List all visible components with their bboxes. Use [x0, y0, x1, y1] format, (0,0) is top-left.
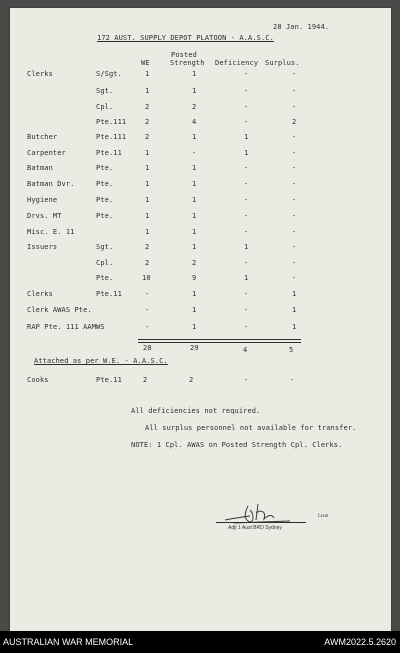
cell-rank: Pte. — [96, 180, 114, 188]
total-deficiency: 4 — [243, 346, 248, 354]
cell-surplus: - — [292, 180, 297, 188]
cell-surplus: - — [292, 164, 297, 172]
attached-rank: Pte.11 — [96, 376, 122, 384]
cell-posted: 1 — [192, 290, 197, 298]
cell-posted: 1 — [192, 164, 197, 172]
col-header-strength: Strength — [170, 59, 205, 67]
cell-trade: Butcher — [27, 133, 58, 141]
note-1: All deficiencies not required. — [131, 407, 261, 415]
footer-bar — [0, 631, 400, 653]
cell-trade: Clerk AWAS Pte. — [27, 306, 92, 314]
cell-rank: Pte.111 — [96, 133, 127, 141]
cell-deficiency: 1 — [244, 243, 249, 251]
cell-we: 1 — [145, 164, 150, 172]
cell-we: - — [145, 306, 150, 314]
cell-posted: 1 — [192, 180, 197, 188]
document-date: 28 Jan. 1944. — [273, 23, 330, 31]
col-header-deficiency: Deficiency — [215, 59, 259, 67]
cell-posted: 1 — [192, 243, 197, 251]
cell-posted: 9 — [192, 274, 197, 282]
cell-deficiency: - — [244, 164, 249, 172]
cell-surplus: 1 — [292, 306, 297, 314]
cell-we: 2 — [145, 103, 150, 111]
cell-rank: Cpl. — [96, 103, 114, 111]
attached-trade: Cooks — [27, 376, 49, 384]
cell-trade: RAP Pte. 111 AAMWS — [27, 323, 105, 331]
cell-we: 1 — [145, 87, 150, 95]
cell-deficiency: - — [244, 259, 249, 267]
cell-posted: 1 — [192, 212, 197, 220]
cell-deficiency: - — [244, 196, 249, 204]
cell-posted: 2 — [192, 259, 197, 267]
cell-surplus: - — [292, 243, 297, 251]
cell-we: - — [145, 290, 150, 298]
totals-rule-double — [138, 342, 301, 343]
cell-surplus: 1 — [292, 290, 297, 298]
cell-rank: S/Sgt. — [96, 70, 122, 78]
cell-posted: 1 — [192, 196, 197, 204]
attached-heading: Attached as per W.E. - A.A.S.C. — [34, 357, 168, 365]
cell-surplus: - — [292, 70, 297, 78]
cell-rank: Cpl. — [96, 259, 114, 267]
cell-trade: Issuers — [27, 243, 58, 251]
cell-we: 1 — [145, 212, 150, 220]
cell-deficiency: 1 — [244, 274, 249, 282]
document-title: 172 AUST. SUPPLY DEPOT PLATOON - A.A.S.C. — [97, 34, 274, 42]
total-surplus: 5 — [289, 346, 294, 354]
cell-posted: 1 — [192, 70, 197, 78]
cell-rank: Pte. — [96, 212, 114, 220]
cell-rank: Pte.111 — [96, 118, 127, 126]
attached-deficiency: - — [244, 376, 249, 384]
cell-rank: Sgt. — [96, 87, 114, 95]
cell-surplus: - — [292, 228, 297, 236]
cell-rank: Sgt. — [96, 243, 114, 251]
cell-deficiency: 1 — [244, 149, 249, 157]
cell-posted: 2 — [192, 103, 197, 111]
cell-posted: - — [192, 149, 197, 157]
cell-rank: Pte. — [96, 274, 114, 282]
signature-line — [216, 522, 306, 523]
cell-surplus: - — [292, 196, 297, 204]
note-3: NOTE: 1 Cpl. AWAS on Posted Strength Cpl. Clerks. — [131, 441, 343, 449]
col-header-posted: Posted — [171, 51, 197, 59]
cell-deficiency: - — [244, 323, 249, 331]
cell-surplus: 1 — [292, 323, 297, 331]
total-we: 28 — [143, 344, 152, 352]
cell-surplus: - — [292, 133, 297, 141]
cell-rank: Pte.11 — [96, 290, 122, 298]
cell-surplus: - — [292, 259, 297, 267]
cell-surplus: - — [292, 212, 297, 220]
cell-we: 2 — [145, 118, 150, 126]
note-2: All surplus personnel not available for transfer. — [145, 424, 357, 432]
cell-surplus: - — [292, 103, 297, 111]
cell-surplus: 2 — [292, 118, 297, 126]
cell-surplus: - — [292, 149, 297, 157]
cell-trade: Drvs. MT — [27, 212, 62, 220]
cell-posted: 1 — [192, 228, 197, 236]
signature-stamp: Adjt 1 Aust BRD Sydney — [228, 525, 282, 531]
cell-trade: Clerks — [27, 70, 53, 78]
col-header-surplus: Surplus. — [265, 59, 300, 67]
footer-accession-number: AWM2022.5.2620 — [324, 637, 396, 647]
cell-deficiency: - — [244, 290, 249, 298]
cell-deficiency: - — [244, 212, 249, 220]
cell-posted: 1 — [192, 87, 197, 95]
totals-rule — [138, 339, 301, 340]
cell-deficiency: - — [244, 118, 249, 126]
cell-rank: Pte. — [96, 196, 114, 204]
cell-trade: Carpenter — [27, 149, 66, 157]
cell-surplus: - — [292, 274, 297, 282]
cell-posted: 1 — [192, 306, 197, 314]
cell-rank: Pte. — [96, 164, 114, 172]
cell-we: 2 — [145, 259, 150, 267]
attached-we: 2 — [143, 376, 148, 384]
cell-rank: Pte.11 — [96, 149, 122, 157]
cell-we: 1 — [145, 196, 150, 204]
cell-deficiency: 1 — [244, 133, 249, 141]
cell-we: 2 — [145, 133, 150, 141]
cell-surplus: - — [292, 87, 297, 95]
cell-posted: 4 — [192, 118, 197, 126]
cell-trade: Misc. E. 11 — [27, 228, 75, 236]
cell-we: 1 — [145, 149, 150, 157]
cell-deficiency: - — [244, 70, 249, 78]
total-posted: 29 — [190, 344, 199, 352]
cell-trade: Hygiene — [27, 196, 58, 204]
document-page — [10, 8, 391, 631]
cell-we: 1 — [145, 180, 150, 188]
cell-we: 10 — [142, 274, 151, 282]
cell-we: 1 — [145, 228, 150, 236]
cell-deficiency: - — [244, 180, 249, 188]
cell-posted: 1 — [192, 133, 197, 141]
cell-deficiency: - — [244, 228, 249, 236]
cell-deficiency: - — [244, 306, 249, 314]
signature-rank: Lieut — [318, 514, 329, 519]
attached-posted: 2 — [189, 376, 194, 384]
footer-institution: AUSTRALIAN WAR MEMORIAL — [3, 637, 134, 647]
cell-we: 2 — [145, 243, 150, 251]
cell-trade: Batman Dvr. — [27, 180, 75, 188]
cell-posted: 1 — [192, 323, 197, 331]
cell-trade: Clerks — [27, 290, 53, 298]
cell-we: 1 — [145, 70, 150, 78]
cell-we: - — [145, 323, 150, 331]
cell-deficiency: - — [244, 103, 249, 111]
cell-deficiency: - — [244, 87, 249, 95]
col-header-we: WE — [141, 59, 150, 67]
cell-trade: Batman — [27, 164, 53, 172]
attached-surplus: - — [290, 376, 295, 384]
